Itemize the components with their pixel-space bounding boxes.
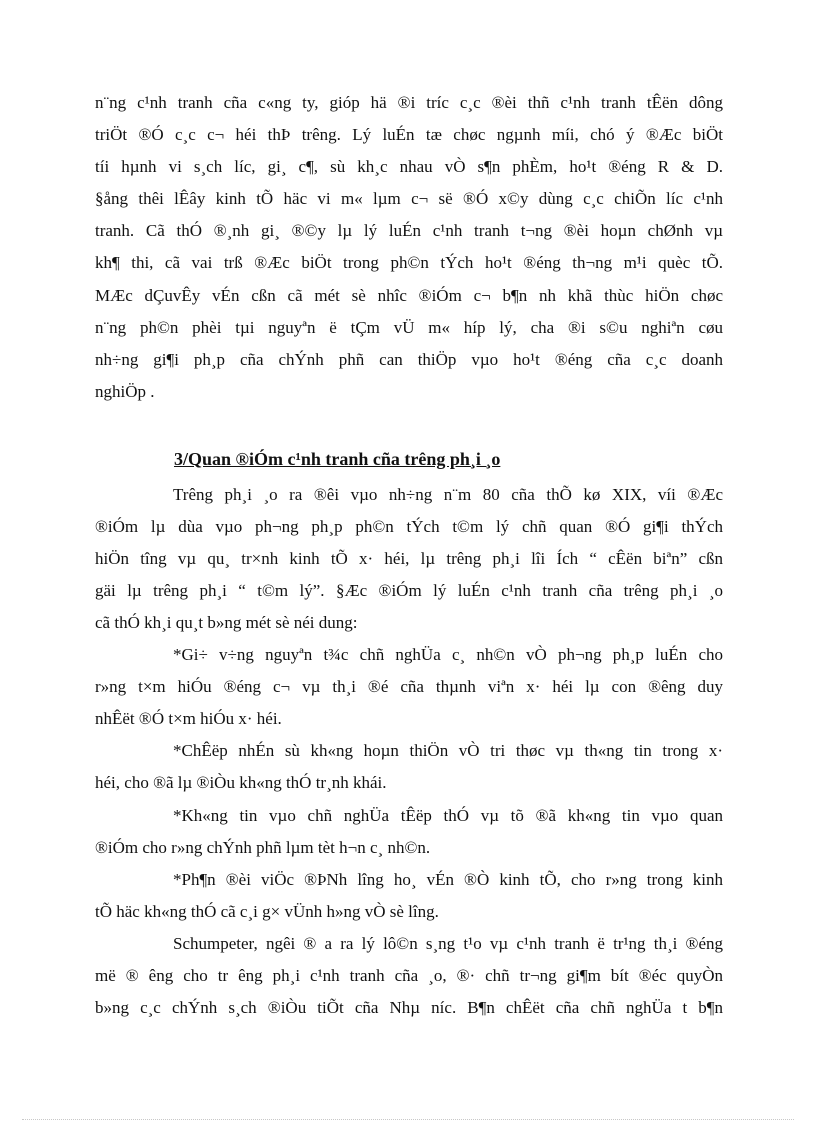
bullet-text-line: nhÊët ®Ó t×m hiÓu x· héi. <box>95 709 282 728</box>
body-text-line: §ång thêi lÊây kinh tÕ häc vi m« lµm c¬ së ®Ó x©y dùng c¸c chiÕn líc c¹nh <box>95 189 723 208</box>
page-bottom-divider <box>22 1119 794 1120</box>
body-text-line: ®iÓm lµ dùa vµo ph¬ng ph¸p ph©n tÝch t©m lý chñ quan ®Ó gi¶i thÝch <box>95 517 723 536</box>
body-text-line: tranh. Cã thÓ ®¸nh gi¸ ®©y lµ lý luÉn c¹nh tranh t¬ng ®èi hoµn chØnh vµ <box>95 221 723 240</box>
bullet-text-line: r»ng t×m hiÓu ®éng c¬ vµ th¸i ®é cña thµnh viªn x· héi lµ con ®êng duy <box>95 677 723 696</box>
body-text-line: triÖt ®Ó c¸c c¬ héi thÞ trêng. Lý luÉn tæ chøc ngµnh míi, chó ý ®Æc biÖt <box>95 125 723 144</box>
bullet-text-line: héi, cho ®ã lµ ®iÒu kh«ng thÓ tr¸nh khái. <box>95 773 387 792</box>
bullet-text-line: tÕ häc kh«ng thÓ cã c¸i g× vÜnh h»ng vÒ sè lîng. <box>95 902 439 921</box>
body-text-line: më ® êng cho tr êng ph¸i c¹nh tranh cña ¸o, ®· chñ tr¬ng gi¶m bít ®éc quyÒn <box>95 966 723 985</box>
section-heading: 3/Quan ®iÓm c¹nh tranh cña trêng ph¸i ¸o <box>174 449 501 469</box>
body-text-line: Trêng ph¸i ¸o ra ®êi vµo nh÷ng n¨m 80 cña thÕ kø XIX, víi ®Æc <box>173 485 723 504</box>
body-text-line: b»ng c¸c chÝnh s¸ch ®iÒu tiÕt cña Nhµ níc. B¶n chÊët cña chñ nghÜa t b¶n <box>95 998 723 1017</box>
bullet-text-line: *Kh«ng tin vµo chñ nghÜa tÊëp thÓ vµ tõ ®ã kh«ng tin vµo quan <box>173 806 723 825</box>
body-text-line: kh¶ thi, cã vai trß ®Æc biÖt trong ph©n tÝch ho¹t ®éng th¬ng m¹i quèc tÕ. <box>95 253 723 272</box>
bullet-text-line: *ChÊëp nhÉn sù kh«ng hoµn thiÖn vÒ tri thøc vµ th«ng tin trong x· <box>173 741 723 760</box>
body-text-line: cã thÓ kh¸i qu¸t b»ng mét sè néi dung: <box>95 613 358 632</box>
body-text-line: n¨ng ph©n phèi tµi nguyªn ë tÇm vÜ m« híp lý, cha ®i s©u nghiªn cøu <box>95 318 723 337</box>
body-text-line: gäi lµ trêng ph¸i “ t©m lý”. §Æc ®iÓm lý luÉn c¹nh tranh cña trêng ph¸i ¸o <box>95 581 723 600</box>
body-text-line: n¨ng c¹nh tranh cña c«ng ty, gióp hä ®i tríc c¸c ®èi thñ c¹nh tranh tÊën dông <box>95 93 723 112</box>
bullet-text-line: *Gi÷ v÷ng nguyªn t¾c chñ nghÜa c¸ nh©n vÒ ph¬ng ph¸p luÉn cho <box>173 645 723 664</box>
bullet-text-line: ®iÓm cho r»ng chÝnh phñ lµm tèt h¬n c¸ nh©n. <box>95 838 431 857</box>
body-text-line: nh÷ng gi¶i ph¸p cña chÝnh phñ can thiÖp vµo ho¹t ®éng cña c¸c doanh <box>95 350 723 369</box>
bullet-text-line: *Ph¶n ®èi viÖc ®ÞNh lîng ho¸ vÉn ®Ò kinh tÕ, cho r»ng trong kinh <box>173 870 723 889</box>
body-text-line: hiÖn tîng vµ qu¸ tr×nh kinh tÕ x· héi, lµ trêng ph¸i lîi Ích “ cÊën biªn” cßn <box>95 549 723 568</box>
body-text-line: nghiÖp . <box>95 382 155 401</box>
body-text-line: Schumpeter, ngêi ® a ra lý lô©n s¸ng t¹o vµ c¹nh tranh ë tr¹ng th¸i ®éng <box>173 934 723 953</box>
body-text-line: tíi hµnh vi s¸ch líc, gi¸ c¶, sù kh¸c nhau vÒ s¶n phÈm, ho¹t ®éng R & D. <box>95 157 723 176</box>
body-text-line: MÆc dÇuvÊy vÉn cßn cã mét sè nhîc ®iÓm c¬ b¶n nh khã thùc hiÖn chøc <box>95 286 723 305</box>
